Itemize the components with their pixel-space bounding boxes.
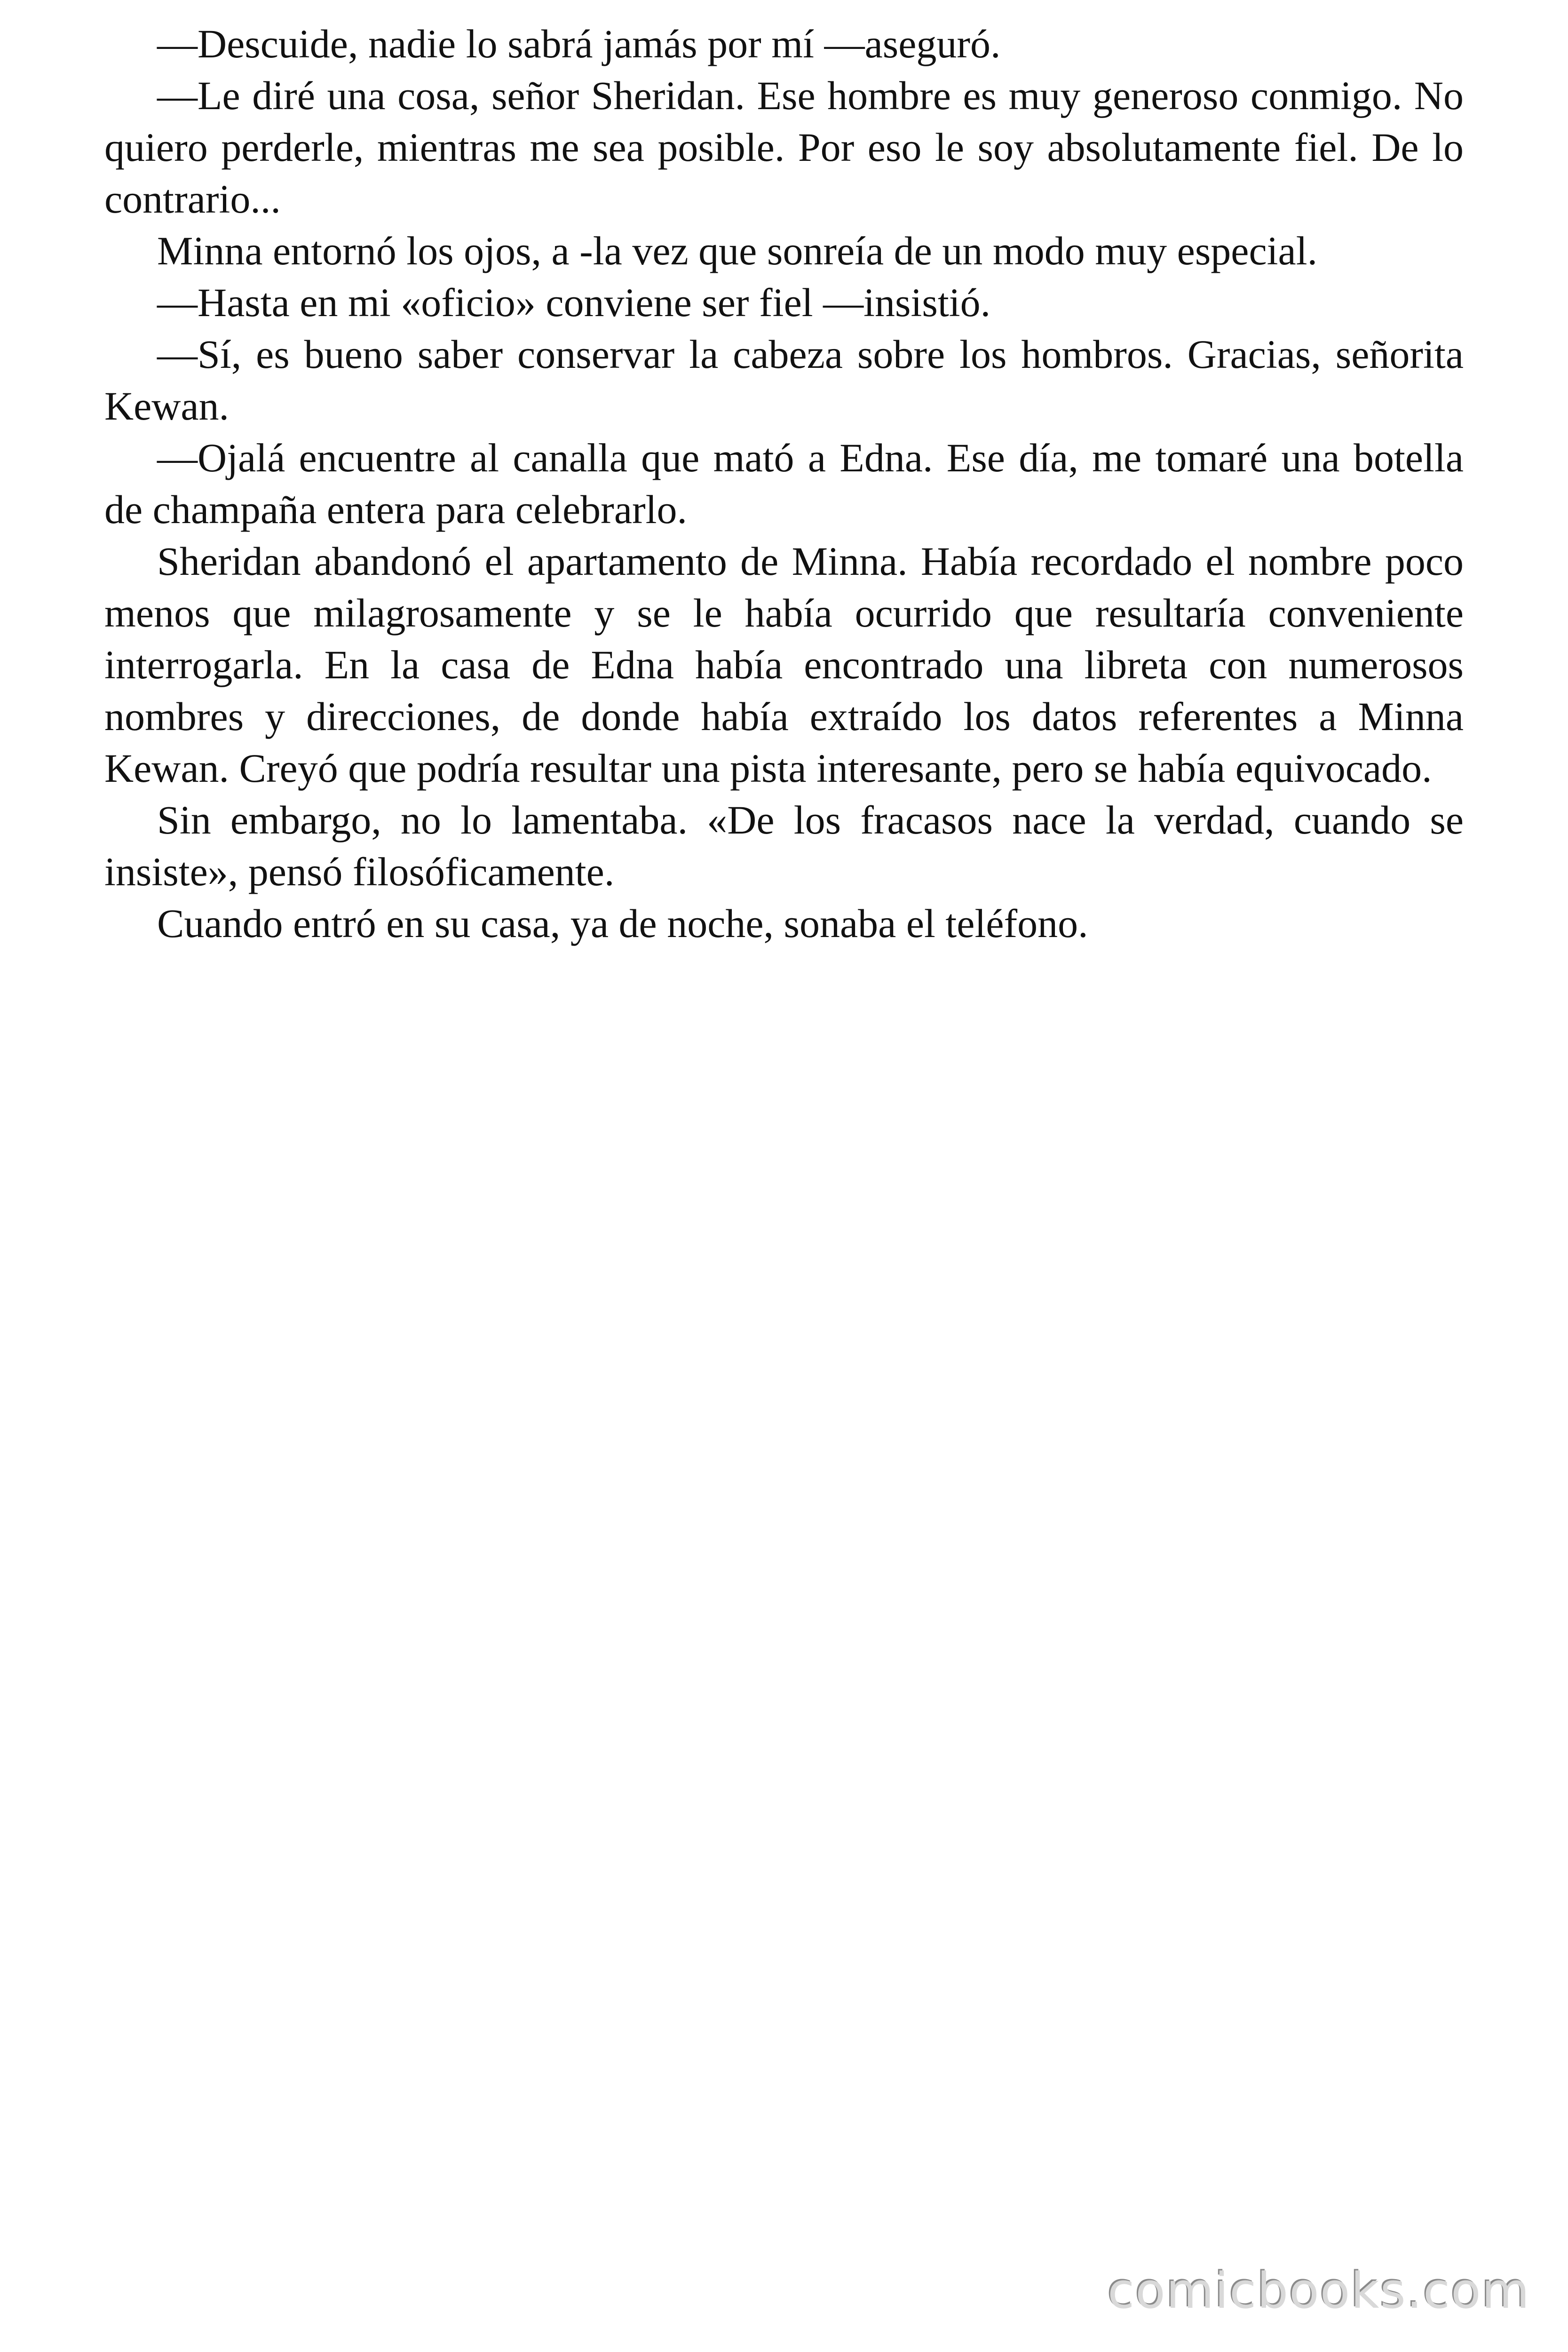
paragraph: Cuando entró en su casa, ya de noche, sonaba el teléfono.: [157, 901, 1088, 946]
paragraph: —Sí, es bueno saber conservar la cabeza sobre los hombros. Gracias, señorita Kewan.: [104, 332, 1464, 429]
paragraph: Sheridan abandonó el apartamento de Minna. Había recordado el nombre poco menos que milagrosamente y se le había ocurrido que resultaría conveniente interrogarla. En la casa de Edna había encontrado una libreta con numerosos nombres y direcciones, de donde había extraído los datos referentes a Minna Kewan. Creyó que podría resultar una pista interesante, pero se había equivocado.: [104, 539, 1464, 791]
paragraph: —Hasta en mi «oficio» conviene ser fiel —insistió.: [157, 280, 991, 325]
paragraph: —Le diré una cosa, señor Sheridan. Ese hombre es muy generoso conmigo. No quiero perderle, mientras me sea posible. Por eso le soy absolutamente fiel. De lo contrario...: [104, 73, 1464, 222]
body-text: [104, 18, 1464, 949]
paragraph: Sin embargo, no lo lamentaba. «De los fracasos nace la verdad, cuando se insiste», pensó filosóficamente.: [104, 797, 1464, 894]
paragraph: —Descuide, nadie lo sabrá jamás por mí —aseguró.: [157, 21, 1001, 66]
paragraph: Minna entornó los ojos, a -la vez que sonreía de un modo muy especial.: [157, 228, 1318, 273]
paragraph: —Ojalá encuentre al canalla que mató a Edna. Ese día, me tomaré una botella de champaña entera para celebrarlo.: [104, 435, 1464, 532]
watermark-logo: comicbooks.com: [1107, 2262, 1530, 2320]
